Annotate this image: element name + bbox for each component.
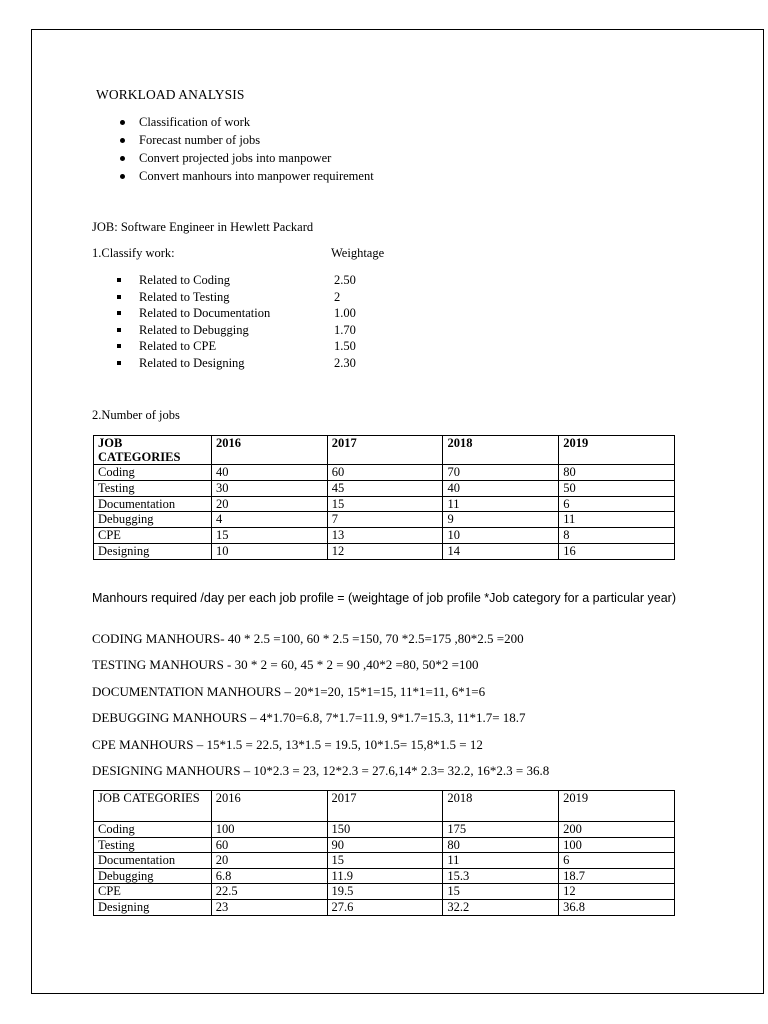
classify-item-weight: 2 (334, 289, 341, 304)
table-row (94, 528, 675, 544)
table-cell: 45 (327, 480, 443, 496)
list-item (117, 272, 377, 289)
table-header-cell: 2019 (559, 436, 675, 465)
classify-item-weight: 2.50 (334, 273, 356, 287)
table-cell: 11 (443, 853, 559, 869)
table-cell: 11 (443, 496, 559, 512)
documentation-manhours-calculation: DOCUMENTATION MANHOURS – 20*1=20, 15*1=15, 11*1=11, 6*1=6 (92, 684, 486, 699)
page-title: WORKLOAD ANALYSIS (96, 87, 245, 102)
classify-label: 1.Classify work: (92, 246, 175, 260)
table-cell: 27.6 (327, 899, 443, 915)
table-cell: Testing (94, 837, 212, 853)
table-header-cell: 2017 (327, 791, 443, 822)
table-row (94, 480, 675, 496)
table-cell: Designing (94, 543, 212, 559)
table-header-cell: 2018 (443, 436, 559, 465)
list-item: Convert manhours into manpower requirement (120, 167, 374, 185)
table-row (94, 512, 675, 528)
list-item: Forecast number of jobs (120, 131, 374, 149)
square-bullet-icon (117, 328, 121, 332)
table-cell: 6 (559, 853, 675, 869)
manhours-table (93, 790, 675, 916)
table-cell: Testing (94, 480, 212, 496)
table-header-cell: JOB CATEGORIES (94, 791, 212, 822)
testing-manhours-calculation: TESTING MANHOURS - 30 * 2 = 60, 45 * 2 = 90 ,40*2 =80, 50*2 =100 (92, 657, 479, 672)
classify-item-weight: 1.00 (334, 306, 356, 321)
cpe-manhours-calculation: CPE MANHOURS – 15*1.5 = 22.5, 13*1.5 = 19.5, 10*1.5= 15,8*1.5 = 12 (92, 737, 483, 752)
table-cell: 11 (559, 512, 675, 528)
table-cell: 11.9 (327, 868, 443, 884)
classify-item-label: Related to CPE (139, 339, 217, 354)
table-cell: 19.5 (327, 884, 443, 900)
table-cell: 8 (559, 528, 675, 544)
classify-item-weight: 1.70 (334, 322, 356, 337)
table-cell: 15 (443, 884, 559, 900)
classify-item-label: Related to Coding (139, 273, 230, 287)
table-cell: 80 (559, 465, 675, 481)
number-of-jobs-label: 2.Number of jobs (92, 408, 180, 422)
classify-list (117, 272, 377, 372)
table-cell: Debugging (94, 868, 212, 884)
table-cell: 100 (559, 837, 675, 853)
table-header-cell: 2016 (211, 436, 327, 465)
debugging-manhours-calculation: DEBUGGING MANHOURS – 4*1.70=6.8, 7*1.7=11.9, 9*1.7=15.3, 11*1.7= 18.7 (92, 710, 526, 725)
table-header-cell: JOB CATEGORIES (94, 436, 212, 465)
table-header-row (94, 436, 675, 465)
weightage-header: Weightage (331, 246, 385, 260)
list-item (117, 355, 377, 372)
classify-item-label: Related to Documentation (139, 306, 271, 321)
square-bullet-icon (117, 311, 121, 315)
table-cell: Designing (94, 899, 212, 915)
table-cell: 32.2 (443, 899, 559, 915)
table-cell: 15 (327, 496, 443, 512)
table-cell: 20 (211, 496, 327, 512)
table-cell: 36.8 (559, 899, 675, 915)
table-cell: 70 (443, 465, 559, 481)
table-cell: Documentation (94, 496, 212, 512)
table-cell: 7 (327, 512, 443, 528)
table-header-cell: 2016 (211, 791, 327, 822)
table-cell: 20 (211, 853, 327, 869)
table-cell: 60 (211, 837, 327, 853)
steps-list (120, 113, 374, 185)
table-header-cell: 2017 (327, 436, 443, 465)
formula-description: Manhours required /day per each job profile = (weightage of job profile *Job category for a particular year) (92, 591, 677, 605)
table-row (94, 899, 675, 915)
table-row (94, 822, 675, 838)
table-cell: 22.5 (211, 884, 327, 900)
table-row (94, 853, 675, 869)
table-cell: 12 (559, 884, 675, 900)
table-cell: 12 (327, 543, 443, 559)
table-cell: CPE (94, 528, 212, 544)
table-row (94, 837, 675, 853)
table-cell: 9 (443, 512, 559, 528)
coding-manhours-calculation: CODING MANHOURS- 40 * 2.5 =100, 60 * 2.5 =150, 70 *2.5=175 ,80*2.5 =200 (92, 631, 524, 646)
table-cell: 10 (211, 543, 327, 559)
table-cell: 60 (327, 465, 443, 481)
table-cell: 30 (211, 480, 327, 496)
table-row (94, 543, 675, 559)
table-row (94, 465, 675, 481)
list-item: Classification of work (120, 113, 374, 131)
job-title: JOB: Software Engineer in Hewlett Packard (92, 220, 314, 234)
table-cell: 10 (443, 528, 559, 544)
list-item: Convert projected jobs into manpower (120, 149, 374, 167)
table-cell: 15 (211, 528, 327, 544)
table-cell: 18.7 (559, 868, 675, 884)
square-bullet-icon (117, 278, 121, 282)
classify-item-label: Related to Designing (139, 355, 245, 370)
table-cell: 16 (559, 543, 675, 559)
table-cell: Documentation (94, 853, 212, 869)
table-row (94, 868, 675, 884)
table-header-cell: 2019 (559, 791, 675, 822)
table-cell: 15 (327, 853, 443, 869)
jobs-table (93, 435, 675, 560)
table-cell: Debugging (94, 512, 212, 528)
table-row (94, 496, 675, 512)
list-item (117, 305, 377, 322)
list-item (117, 289, 377, 306)
table-cell: CPE (94, 884, 212, 900)
square-bullet-icon (117, 344, 121, 348)
table-cell: Coding (94, 465, 212, 481)
square-bullet-icon (117, 295, 121, 299)
table-cell: 6.8 (211, 868, 327, 884)
table-cell: 200 (559, 822, 675, 838)
table-cell: 175 (443, 822, 559, 838)
classify-item-label: Related to Debugging (139, 322, 249, 337)
table-cell: 150 (327, 822, 443, 838)
table-cell: 50 (559, 480, 675, 496)
table-cell: 40 (211, 465, 327, 481)
table-cell: 6 (559, 496, 675, 512)
table-cell: Coding (94, 822, 212, 838)
list-item (117, 322, 377, 339)
table-cell: 80 (443, 837, 559, 853)
designing-manhours-calculation: DESIGNING MANHOURS – 10*2.3 = 23, 12*2.3 = 27.6,14* 2.3= 32.2, 16*2.3 = 36.8 (92, 763, 550, 778)
classify-item-weight: 1.50 (334, 339, 356, 354)
table-cell: 14 (443, 543, 559, 559)
table-cell: 15.3 (443, 868, 559, 884)
table-cell: 13 (327, 528, 443, 544)
list-item (117, 338, 377, 355)
table-cell: 100 (211, 822, 327, 838)
table-cell: 90 (327, 837, 443, 853)
table-header-cell: 2018 (443, 791, 559, 822)
table-header-row (94, 791, 675, 822)
square-bullet-icon (117, 361, 121, 365)
classify-item-weight: 2.30 (334, 355, 356, 370)
table-cell: 23 (211, 899, 327, 915)
classify-item-label: Related to Testing (139, 289, 230, 304)
table-row (94, 884, 675, 900)
table-cell: 4 (211, 512, 327, 528)
table-cell: 40 (443, 480, 559, 496)
